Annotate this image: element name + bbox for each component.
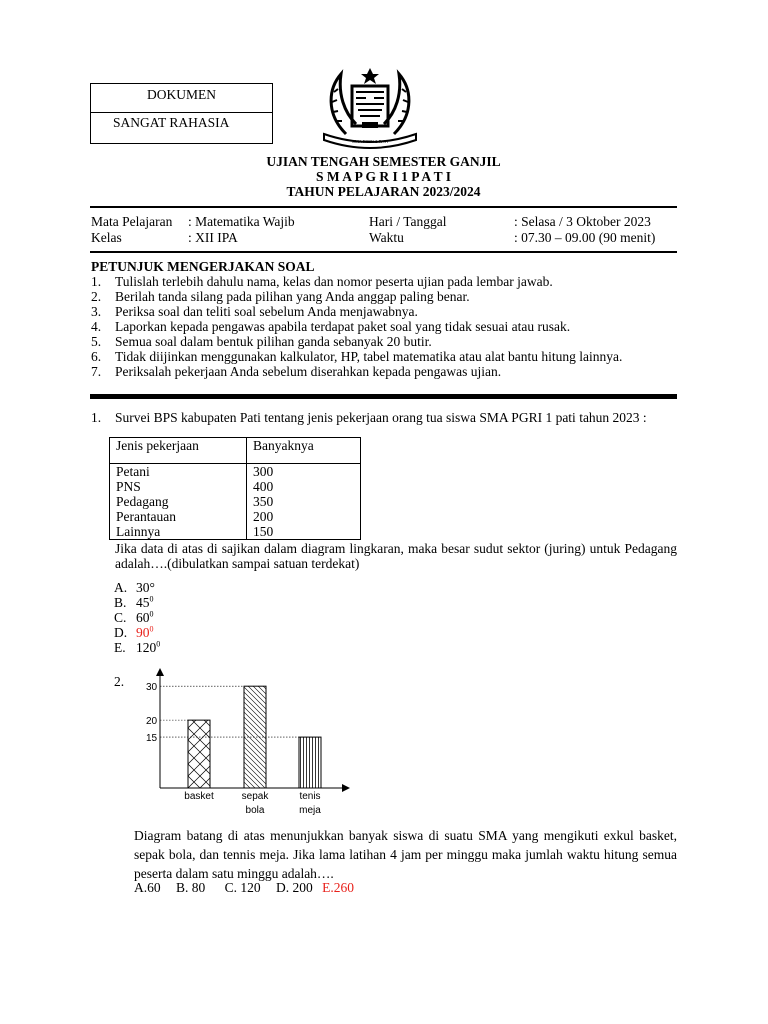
table-cell: Perantauan xyxy=(110,509,247,524)
q1-table xyxy=(109,437,361,540)
document-label-line1: DOKUMEN xyxy=(147,87,216,102)
q2-option-c[interactable]: C. 120 xyxy=(224,880,261,895)
q2-prompt: Diagram batang di atas menunjukkan banyak siswa di suatu SMA yang mengikuti exkul basket, sepak bola, dan tennis meja. Jika lama latihan 4 jam per minggu maka jumlah waktu hitung semua peserta dalam satu minggu adalah…. xyxy=(134,828,677,881)
q1-text: Survei BPS kabupaten Pati tentang jenis pekerjaan orang tua siswa SMA PGRI 1 pati tahun 2023 : xyxy=(115,410,647,425)
y-tick-label: 20 xyxy=(146,716,158,728)
school-logo xyxy=(316,64,424,150)
instruction-item: 6. Tidak diijinkan menggunakan kalkulator, HP, tabel matematika atau alat bantu hitung lainnya. xyxy=(91,349,623,364)
school-name: S M A P G R I 1 P A T I xyxy=(316,169,451,184)
class-value: : XII IPA xyxy=(188,230,238,245)
day-date-label: Hari / Tanggal xyxy=(369,214,447,229)
instruction-item: 2. Berilah tanda silang pada pilihan yang Anda anggap paling benar. xyxy=(91,289,470,304)
table-cell: PNS xyxy=(110,479,247,494)
q1-option-d[interactable]: D. $90^0$ xyxy=(114,624,154,640)
q2-option-d[interactable]: D. 200 xyxy=(276,880,313,895)
table-cell: 200 xyxy=(247,509,361,524)
subject-value: : Matematika Wajib xyxy=(188,214,295,229)
document-label-line2: SANGAT RAHASIA xyxy=(113,115,230,130)
table-header-cell: Jenis pekerjaan xyxy=(110,438,247,464)
q1-option-e[interactable]: E. $120^0$ xyxy=(114,639,161,655)
q1-prompt: Jika data di atas di sajikan dalam diagram lingkaran, maka besar sudut sektor (juring) untuk Pedagang adalah….(dibulatkan sampai satuan terdekat) xyxy=(115,541,677,571)
exam-title: UJIAN TENGAH SEMESTER GANJIL xyxy=(266,154,501,169)
table-cell: 300 xyxy=(247,464,361,480)
x-tick-label: sepak bola xyxy=(241,791,269,816)
table-cell: Petani xyxy=(110,464,247,480)
instruction-item: 7. Periksalah pekerjaan Anda sebelum diserahkan kepada pengawas ujian. xyxy=(91,364,502,379)
q2-option-a[interactable]: A.60 xyxy=(134,880,161,895)
logo-text: SMA PGRI 1 PATI xyxy=(351,139,389,144)
instructions-list xyxy=(91,274,677,379)
bar-basket xyxy=(188,720,210,788)
x-tick-label: basket xyxy=(184,791,214,802)
table-cell: 350 xyxy=(247,494,361,509)
divider-thick xyxy=(90,394,677,399)
table-row xyxy=(110,494,361,509)
table-header-cell: Banyaknya xyxy=(247,438,361,464)
bar-sepak-bola xyxy=(244,686,266,788)
q2-number: 2. xyxy=(114,674,125,689)
time-value: : 07.30 – 09.00 (90 menit) xyxy=(514,230,656,245)
table-row xyxy=(110,524,361,540)
q2-option-b[interactable]: B. 80 xyxy=(176,880,206,895)
divider-top xyxy=(90,206,677,208)
table-row xyxy=(110,509,361,524)
instructions-title: PETUNJUK MENGERJAKAN SOAL xyxy=(91,259,315,274)
q1-number: 1. xyxy=(91,410,102,425)
chart-yticks xyxy=(146,682,158,744)
subject-label: Mata Pelajaran xyxy=(91,214,173,229)
bar-chart xyxy=(140,668,360,820)
q2-option-e[interactable]: E.260 xyxy=(322,880,355,895)
q1-options xyxy=(114,580,160,655)
q1-option-b[interactable]: B. $45^0$ xyxy=(114,594,154,610)
academic-year: TAHUN PELAJARAN 2023/2024 xyxy=(286,184,481,199)
instruction-item: 3. Periksa soal dan teliti soal sebelum Anda menjawabnya. xyxy=(91,304,418,319)
instruction-item: 4. Laporkan kepada pengawas apabila terdapat paket soal yang tidak sesuai atau rusak. xyxy=(91,319,571,334)
table-cell: Pedagang xyxy=(110,494,247,509)
table-cell: 400 xyxy=(247,479,361,494)
instruction-item: 1. Tulislah terlebih dahulu nama, kelas dan nomor peserta ujian pada lembar jawab. xyxy=(91,274,553,289)
table-header-row xyxy=(110,438,361,464)
table-cell: Lainnya xyxy=(110,524,247,540)
table-row xyxy=(110,479,361,494)
bar-tenis-meja xyxy=(299,737,321,788)
day-date-value: : Selasa / 3 Oktober 2023 xyxy=(514,214,651,229)
q2-options xyxy=(134,880,354,896)
table-cell: 150 xyxy=(247,524,361,540)
class-label: Kelas xyxy=(91,230,122,245)
y-tick-label: 30 xyxy=(146,682,158,694)
document-label-box xyxy=(90,83,273,144)
x-tick-label: tenis meja xyxy=(299,791,321,816)
chart-bars xyxy=(188,686,321,788)
chart-guides xyxy=(160,686,299,737)
y-tick-label: 15 xyxy=(146,733,158,745)
chart-xlabels xyxy=(184,791,321,816)
instruction-item: 5. Semua soal dalam bentuk pilihan ganda sebanyak 20 butir. xyxy=(91,334,432,349)
q1-option-a[interactable]: A. 30° xyxy=(114,580,155,595)
table-row xyxy=(110,464,361,480)
divider-info xyxy=(90,251,677,253)
time-label: Waktu xyxy=(369,230,404,245)
q1-option-c[interactable]: C. $60^0$ xyxy=(114,609,154,625)
